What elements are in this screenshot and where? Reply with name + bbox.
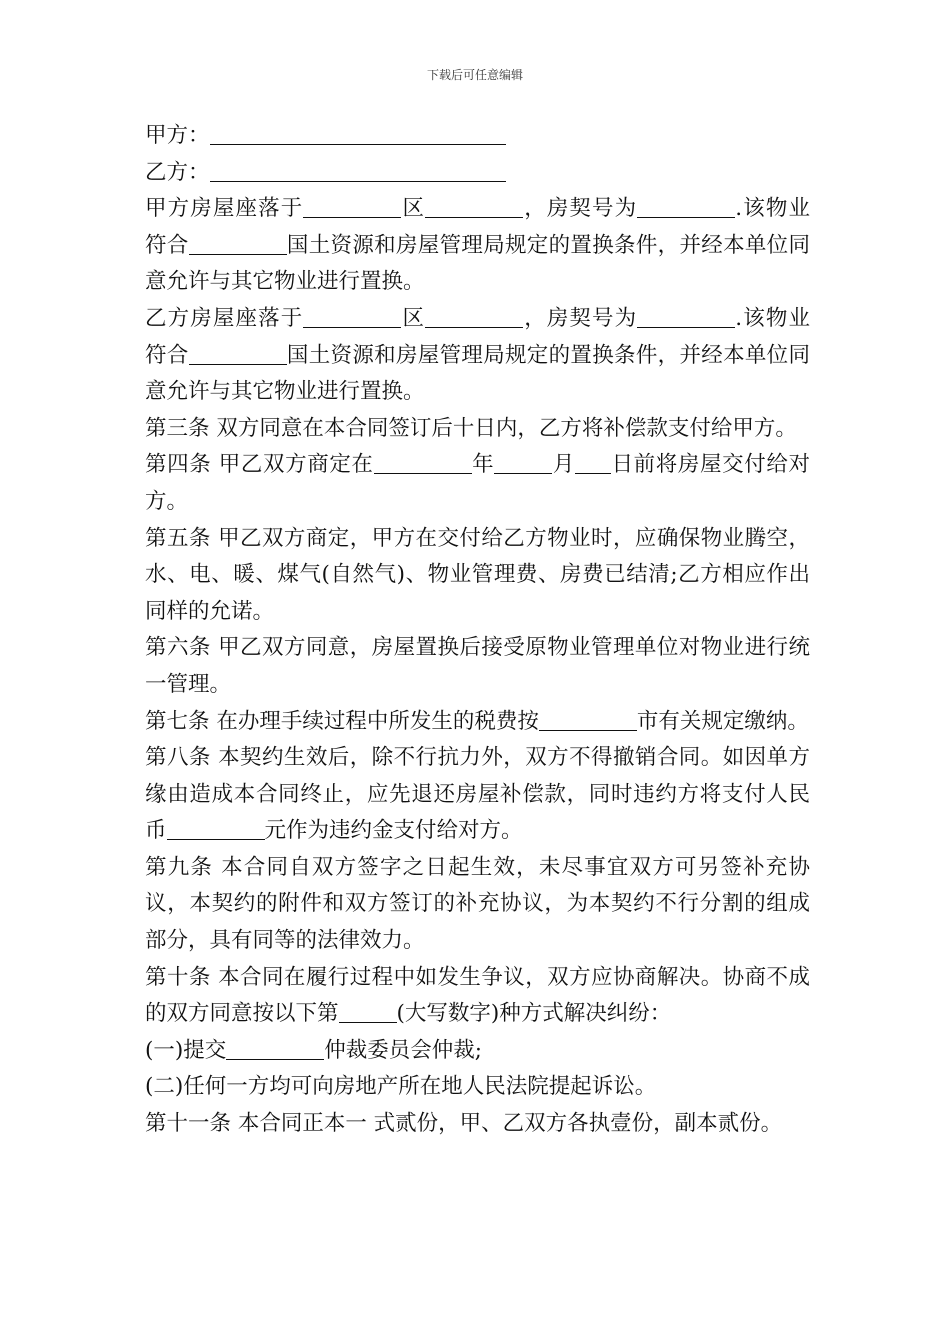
paragraph-text: 第七条 在办理手续过程中所发生的税费按	[145, 708, 539, 734]
paragraph	[145, 740, 810, 850]
paragraph	[145, 1033, 810, 1070]
paragraph-text: ，房契号为	[523, 196, 638, 222]
paragraph-text: 仲裁委员会仲裁;	[324, 1037, 483, 1063]
paragraph	[145, 411, 810, 448]
paragraph	[145, 521, 810, 631]
fill-in-blank[interactable]	[303, 305, 401, 328]
paragraph	[145, 850, 810, 960]
contract-body	[145, 118, 810, 1143]
paragraph	[145, 118, 810, 155]
paragraph-text: 第四条 甲乙双方商定在	[145, 452, 374, 478]
paragraph	[145, 447, 810, 520]
paragraph-text: 甲方：	[145, 123, 210, 148]
paragraph-text: 第十一条 本合同正本一 式贰份，甲、乙双方各执壹份，副本贰份。	[145, 1111, 783, 1137]
paragraph-text: 第三条 双方同意在本合同签订后十日内，乙方将补偿款支付给甲方。	[145, 415, 797, 441]
paragraph-text: 区	[401, 196, 426, 222]
paragraph-text: 第六条 甲乙双方同意，房屋置换后接受原物业管理单位对物业进行统一管理。	[145, 635, 810, 697]
paragraph	[145, 630, 810, 703]
fill-in-blank[interactable]	[494, 451, 552, 474]
fill-in-blank[interactable]	[303, 195, 401, 218]
page-header: 下载后可任意编辑	[426, 68, 523, 82]
paragraph-text: 第九条 本合同自双方签字之日起生效，未尽事宜双方可另签补充协议，本契约的附件和双方签订的补充协议，为本契约不行分割的组成部分，具有同等的法律效力。	[145, 854, 810, 954]
paragraph	[145, 960, 810, 1033]
fill-in-blank[interactable]	[637, 195, 735, 218]
paragraph	[145, 1069, 810, 1106]
fill-in-blank[interactable]	[210, 159, 506, 182]
paragraph-text: (大写数字)种方式解决纠纷：	[396, 1001, 672, 1027]
fill-in-blank[interactable]	[575, 451, 611, 474]
paragraph-text: 市有关规定缴纳。	[636, 708, 809, 734]
paragraph-text: (二)任何一方均可向房地产所在地人民法院提起诉讼。	[145, 1074, 657, 1100]
paragraph	[145, 1106, 810, 1143]
fill-in-blank[interactable]	[189, 342, 287, 365]
paragraph	[145, 301, 810, 411]
paragraph-text: 第十条 本合同在履行过程中如发生争议，双方应协商解决。协商不成的双方同意按以下第	[145, 964, 810, 1027]
paragraph-text: (一)提交	[145, 1037, 227, 1063]
paragraph-text: ，房契号为	[523, 305, 638, 331]
paragraph-text: .该物业符合	[145, 305, 810, 368]
paragraph-text: 月	[552, 452, 575, 478]
paragraph-text: 乙方：	[145, 159, 210, 185]
paragraph	[145, 191, 810, 301]
fill-in-blank[interactable]	[226, 1037, 324, 1060]
paragraph-text: 甲方房屋座落于	[145, 196, 304, 222]
paragraph-text: 元作为违约金支付给对方。	[264, 818, 523, 844]
fill-in-blank[interactable]	[339, 1000, 397, 1023]
paragraph-text: 国土资源和房屋管理局规定的置换条件，并经本单位同意允许与其它物业进行置换。	[145, 342, 810, 405]
paragraph-text: 年	[471, 452, 495, 478]
paragraph-text: 国土资源和房屋管理局规定的置换条件，并经本单位同意允许与其它物业进行置换。	[145, 232, 810, 295]
paragraph	[145, 704, 810, 741]
paragraph-text: 区	[401, 305, 426, 331]
fill-in-blank[interactable]	[637, 305, 735, 328]
fill-in-blank[interactable]	[374, 451, 472, 474]
paragraph-text: .该物业符合	[145, 196, 810, 258]
paragraph-text: 第八条 本契约生效后，除不行抗力外，双方不得撤销合同。如因单方缘由造成本合同终止，应先退还房屋补偿款，同时违约方将支付人民币	[145, 745, 810, 844]
fill-in-blank[interactable]	[210, 122, 506, 145]
paragraph-text: 日前将房屋交付给对方。	[145, 452, 810, 514]
paragraph-text: 乙方房屋座落于	[145, 305, 304, 331]
fill-in-blank[interactable]	[425, 195, 523, 218]
fill-in-blank[interactable]	[425, 305, 523, 328]
paragraph-text: 第五条 甲乙双方商定，甲方在交付给乙方物业时，应确保物业腾空，水、电、暖、煤气(自然气)、物业管理费、房费已结清;乙方相应作出同样的允诺。	[145, 525, 810, 624]
fill-in-blank[interactable]	[189, 232, 287, 255]
fill-in-blank[interactable]	[167, 817, 265, 840]
paragraph	[145, 155, 810, 192]
fill-in-blank[interactable]	[539, 708, 637, 731]
